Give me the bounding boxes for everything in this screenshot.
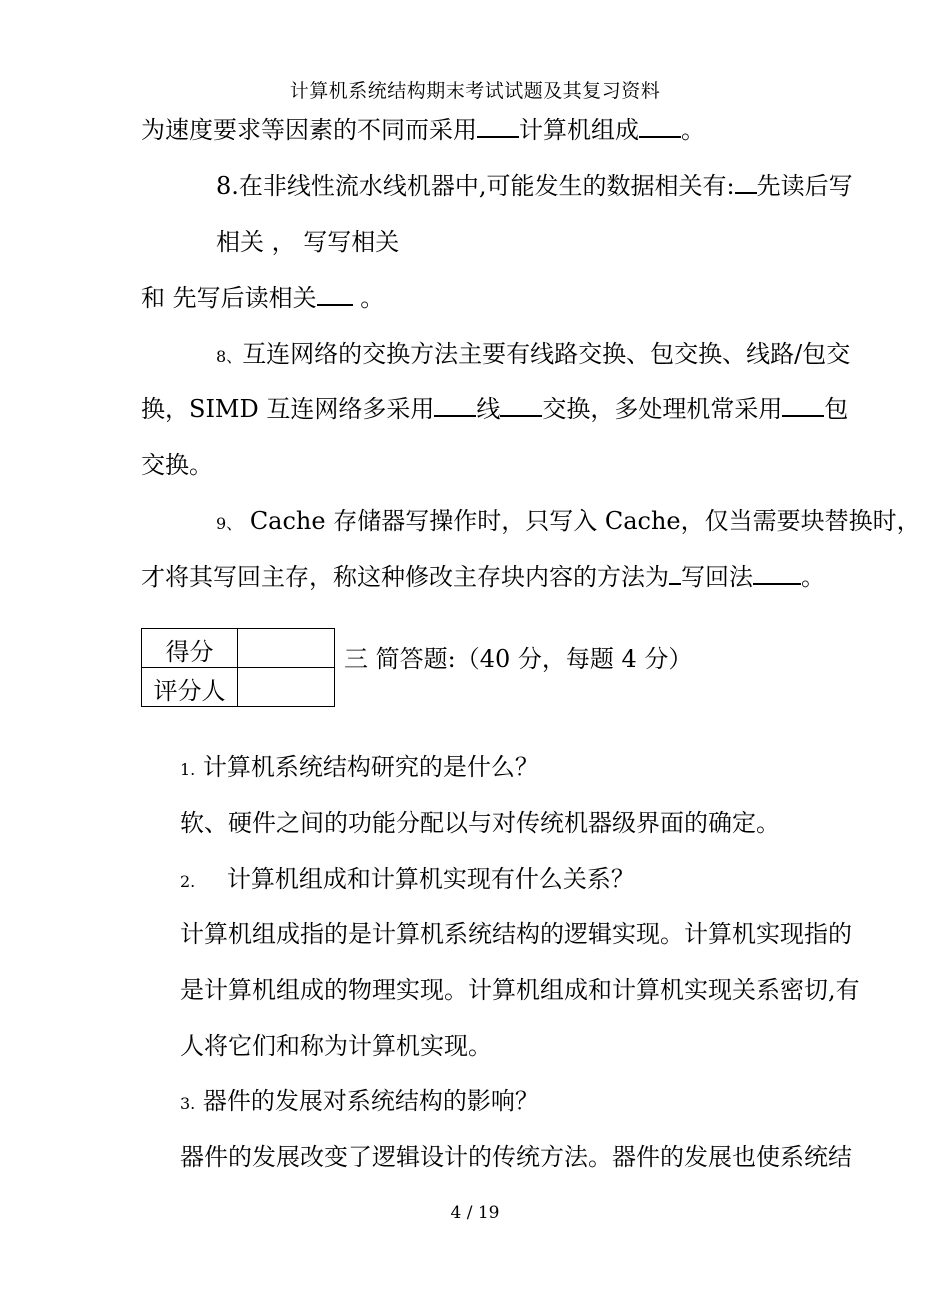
question-number: 2. [180,872,196,891]
score-cell [238,629,335,668]
answer-2-line-3: 人将它们和称为计算机实现。 [180,1032,492,1060]
page-number: 4 / 19 [450,1203,500,1223]
blank [669,561,681,585]
blank [782,393,824,417]
blank [434,393,476,417]
section-title: 三 简答题:（40 分，每题 4 分） [344,645,693,673]
answer-1: 软、硬件之间的功能分配以与对传统机器级界面的确定。 [180,809,780,837]
grader-cell [238,668,335,707]
answer: 计算机组成 [519,116,639,144]
question-9-line-2: 才将其写回主存，称这种修改主存块内容的方法为 写回法 。 [141,563,825,591]
answer: 写回法 [681,563,753,591]
grader-label: 评分人 [142,668,238,707]
question-8b-line-3: 交换。 [141,451,213,479]
answer-2-line-2: 是计算机组成的物理实现。计算机组成和计算机实现关系密切,有 [180,976,860,1004]
question-8b-line-1: 8、互连网络的交换方法主要有线路交换、包交换、线路/包交 [216,340,851,368]
text: 为速度要求等因素的不同而采用 [141,116,477,144]
question-8a-line-3: 和 先写后读相关 。 [141,284,385,312]
question-number: 1. [180,760,196,779]
answer-3-line-1: 器件的发展改变了逻辑设计的传统方法。器件的发展也使系统结 [180,1143,852,1171]
blank [753,561,801,585]
blank [317,282,353,306]
short-question-3: 3. 器件的发展对系统结构的影响？ [180,1087,539,1115]
question-9-line-1: 9、 Cache 存储器写操作时，只写入 Cache，仅当需要块替换时， [216,507,921,535]
blank [735,170,757,194]
question-number: 9、 [216,514,243,533]
answer: 和 先写后读相关 [141,284,317,312]
question-number: 8、 [216,347,243,366]
answer: 包 [824,395,849,423]
question-8a-line-2 [216,226,399,258]
short-question-1: 1. 计算机系统结构研究的是什么？ [180,753,539,781]
answer: 相关 ， 写写相关 [216,228,400,256]
question-8b-line-2: 换，SIMD 互连网络多采用 线 交换，多处理机常采用 包 [141,395,849,423]
short-question-2: 2. 计算机组成和计算机实现有什么关系？ [180,865,635,893]
blank [477,114,519,138]
answer: 线 [476,395,501,423]
score-table [141,628,335,707]
page-header: 计算机系统结构期末考试试题及其复习资料 [289,80,661,102]
question-8a-line-1: 8.在非线性流水线机器中,可能发生的数据相关有: 先读后写 [216,172,853,200]
score-label: 得分 [142,629,238,668]
blank [500,393,542,417]
question-number: 3. [180,1094,196,1113]
fill-line-1: 为速度要求等因素的不同而采用 计算机组成 。 [141,116,705,144]
answer: 先读后写 [756,172,853,200]
answer-2-line-1: 计算机组成指的是计算机系统结构的逻辑实现。计算机实现指的 [180,920,852,948]
question-number: 8. [216,172,239,200]
blank [639,114,681,138]
